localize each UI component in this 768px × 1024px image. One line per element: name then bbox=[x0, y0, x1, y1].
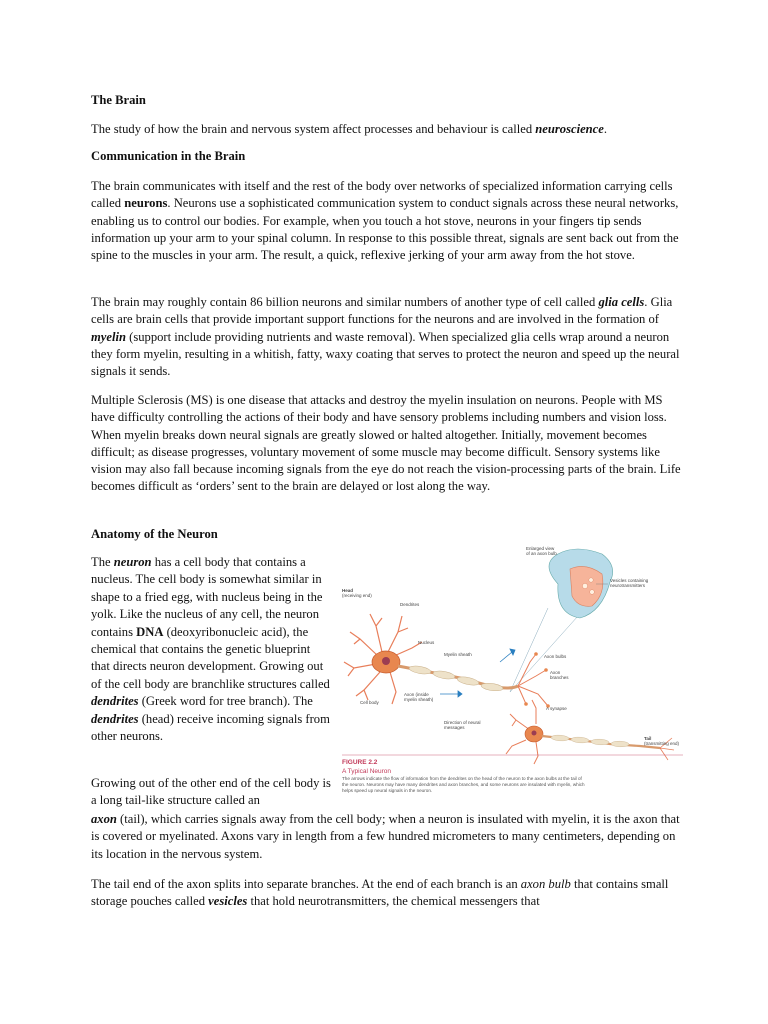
page-title: The Brain bbox=[91, 93, 146, 107]
second-neuron bbox=[506, 700, 674, 764]
neuron-figure bbox=[340, 544, 685, 804]
section-heading-anatomy: Anatomy of the Neuron bbox=[91, 527, 218, 541]
label-head-sub: (receiving end) bbox=[342, 593, 372, 598]
paragraph-axon: axon (tail), which carries signals away from the cell body; when a neuron is insulated with myelin, it is the axon that is covered or myelinated. Axons vary in length from a few hundred micrometers to many centimeters, depending on its location in the nervous system. bbox=[91, 812, 680, 861]
label-axon-bulbs: Axon bulbs bbox=[544, 654, 567, 659]
nucleus bbox=[382, 657, 390, 665]
axon-branches bbox=[518, 654, 548, 706]
main-neuron bbox=[344, 614, 550, 708]
vesicle bbox=[590, 590, 595, 595]
label-direction-1: Direction of neural bbox=[444, 720, 481, 725]
term-dna: DNA bbox=[136, 624, 164, 639]
label-myelin-sheath: Myelin sheath bbox=[444, 652, 472, 657]
label-axon-branches-2: branches bbox=[550, 675, 569, 680]
label-dendrites: Dendrites bbox=[400, 602, 420, 607]
vesicle bbox=[589, 578, 593, 582]
term-axon-bulb: axon bulb bbox=[520, 877, 571, 891]
label-enlarged-1: Enlarged view bbox=[526, 546, 555, 551]
label-cell-body: Cell body bbox=[360, 700, 379, 705]
paragraph-axon-intro: Growing out of the other end of the cell body is a long tail-like structure called an bbox=[91, 776, 331, 808]
label-axon-inside-1: Axon (inside bbox=[404, 692, 429, 697]
term-neurons: neurons bbox=[124, 196, 168, 211]
label-nucleus: Nucleus bbox=[418, 640, 435, 645]
label-vesicles-1: Vesicles containing bbox=[610, 578, 649, 583]
label-head: Head bbox=[342, 588, 354, 593]
section-heading-communication: Communication in the Brain bbox=[91, 149, 246, 163]
label-axon-branches-1: Axon bbox=[550, 670, 561, 675]
figure-caption bbox=[342, 755, 683, 793]
term-dendrites-2: dendrites bbox=[91, 711, 139, 726]
term-vesicles: vesicles bbox=[208, 894, 248, 909]
label-enlarged-2: of an axon bulb bbox=[526, 551, 557, 556]
term-glia-cells: glia cells bbox=[598, 295, 645, 309]
label-direction-2: messages bbox=[444, 725, 465, 730]
term-neuron: neuron bbox=[113, 555, 152, 569]
label-tail-sub: (transmitting end) bbox=[644, 741, 680, 746]
label-vesicles-2: neurotransmitters bbox=[610, 583, 646, 588]
term-axon: axon bbox=[91, 812, 117, 826]
enlarged-bulb-callout bbox=[510, 546, 649, 692]
figure-title: A Typical Neuron bbox=[342, 768, 392, 775]
vesicle bbox=[582, 583, 587, 588]
figure-caption-line-2: the neuron. Neurons may have many dendrites and axon branches, and some neurons are insulated with myelin, which bbox=[342, 782, 585, 787]
label-synapse: A synapse bbox=[546, 706, 567, 711]
intro-paragraph: The study of how the brain and nervous system affect processes and behaviour is called neuroscience. bbox=[91, 122, 607, 136]
paragraph-communication: The brain communicates with itself and the rest of the body over networks of specialized information carrying cells called neurons. Neurons use a sophisticated communication system to conduct signals across these neural networks, enabling us to control our bodies. For example, when you touch a hot stove, neurons in your fingers tip sends information up your arm to your spinal column. In response to this possible threat, signals are sent back out from the spine to the muscles in your arm. The result, a quick, reflexive jerking of your arm away from the hot stove. bbox=[91, 179, 679, 263]
paragraph-axon-bulb: The tail end of the axon splits into separate branches. At the end of each branch is an axon bulb that contains small storage pouches called vesicles that hold neurotransmitters, the chemical messengers that bbox=[91, 877, 669, 909]
figure-number: FIGURE 2.2 bbox=[342, 759, 378, 766]
term-neuroscience: neuroscience bbox=[535, 122, 604, 136]
term-myelin: myelin bbox=[91, 329, 126, 344]
figure-caption-line-3: helps speed up neural signals in the neuron. bbox=[342, 788, 433, 793]
paragraph-neuron-anatomy: The neuron has a cell body that contains a nucleus. The cell body is somewhat similar in shape to a fried egg, with nucleus being in the yolk. Like the nucleus of any cell, the neuron contains DNA (deoxyribonucleic acid), the chemical that contains the genetic blueprint that directs neuron development. Growing out of the cell body are branchlike structures called dendrites (Greek word for tree branch). The dendrites (head) receive incoming signals from other neurons. bbox=[91, 555, 330, 744]
label-tail: Tail bbox=[644, 736, 652, 741]
paragraph-ms: Multiple Sclerosis (MS) is one disease that attacks and destroy the myelin insulation on neurons. People with MS have difficulty controlling the actions of their body and have sensory problems including numbers and vision loss. When myelin breaks down neural signals are greatly slowed or halted altogether. Initially, movement becomes difficult; as disease progresses, voluntary movement of some muscle may become difficult. Sensory systems like vision may also fall because incoming signals from the eye do not reach the vision-processing parts of the brain. Life becomes difficult as ‘orders’ sent to the brain are delayed or lost along the way. bbox=[91, 393, 681, 494]
figure-caption-line-1: The arrows indicate the flow of information from the dendrites on the head of the neuron to the axon bulbs at the tail of bbox=[342, 776, 582, 781]
label-axon-inside-2: myelin sheath) bbox=[404, 697, 434, 702]
paragraph-glia: The brain may roughly contain 86 billion neurons and similar numbers of another type of cell called glia cells. Glia cells are brain cells that provide important support functions for the neurons and are involved in the formation of myelin (support include providing nutrients and waste removal). When specialized glia cells wrap around a neuron they form myelin, resulting in a whitish, fatty, waxy coating that serves to protect the neuron and speed up the neural signals it sends. bbox=[91, 295, 680, 379]
term-dendrites: dendrites bbox=[91, 694, 139, 709]
